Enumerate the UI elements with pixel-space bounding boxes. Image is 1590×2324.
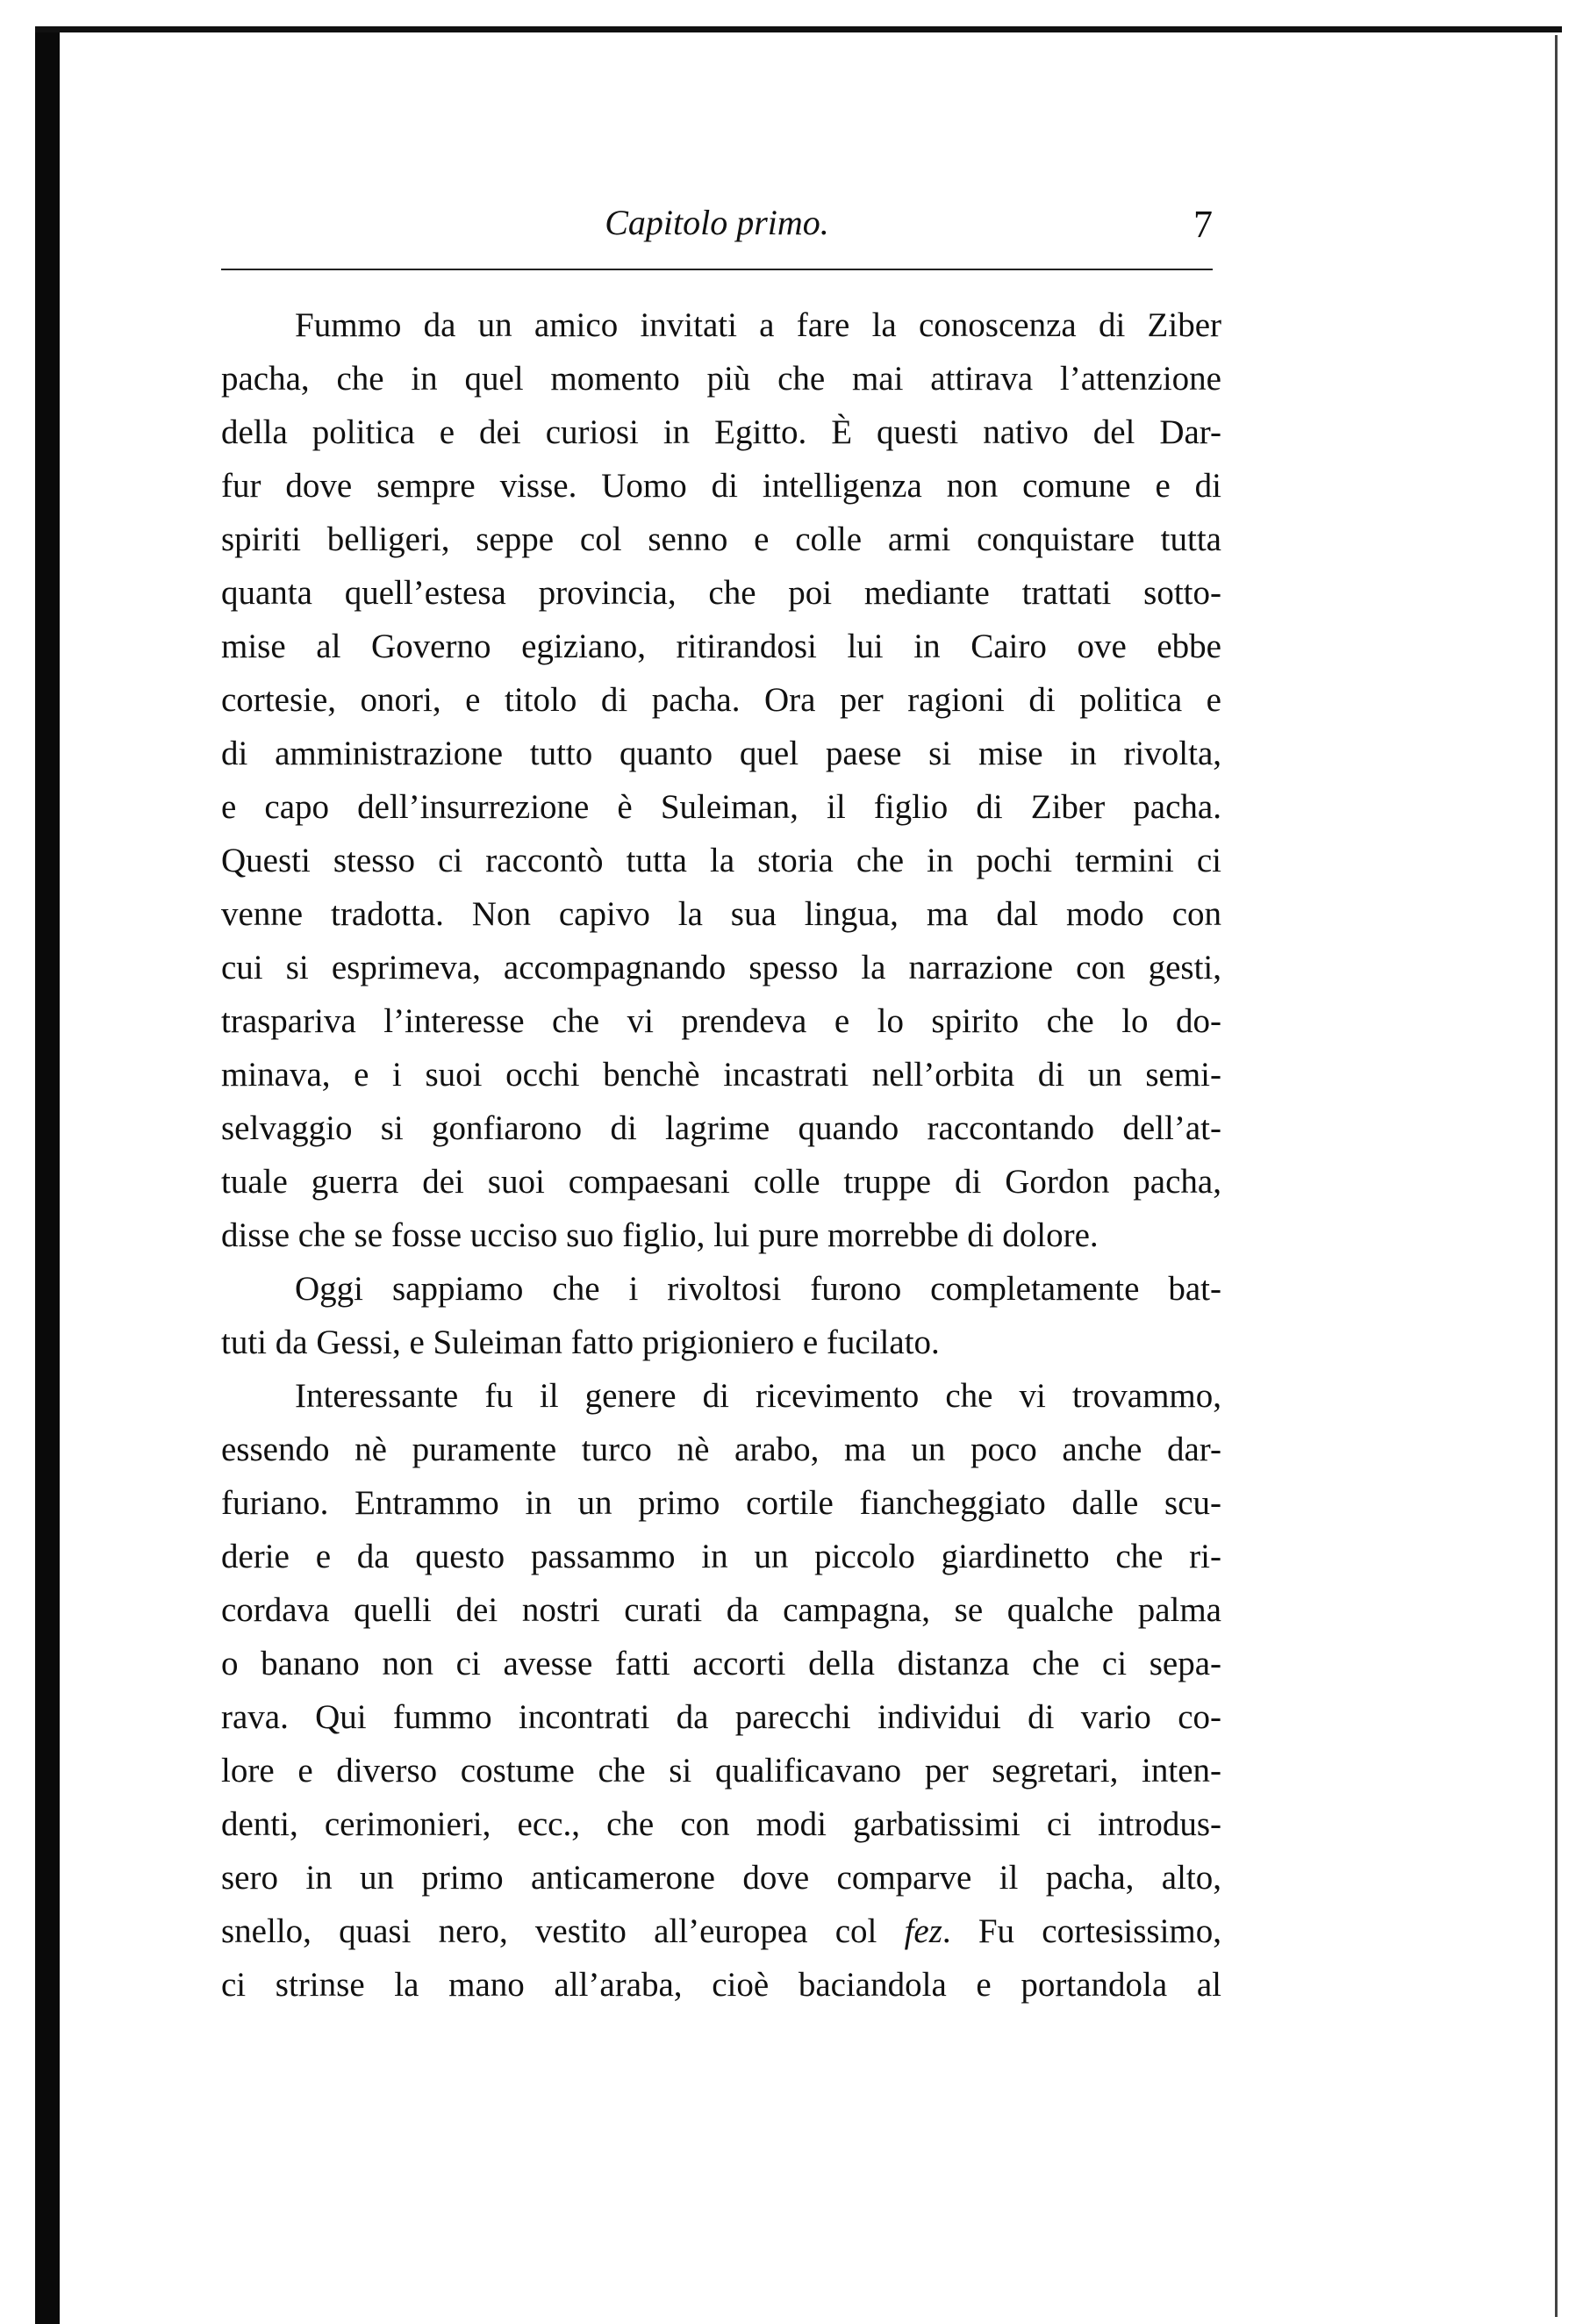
text-line: spiriti belligeri, seppe col senno e colle armi conquistare tutta: [221, 520, 1221, 558]
text-line: di amministrazione tutto quanto quel paese si mise in rivolta,: [221, 735, 1221, 772]
text-line: pacha, che in quel momento più che mai attirava l’attenzione: [221, 360, 1221, 398]
text-line: derie e da questo passammo in un piccolo giardinetto che ri-: [221, 1538, 1221, 1575]
text-line: ci strinse la mano all’araba, cioè baciandola e portandola al: [221, 1966, 1221, 2004]
text-line: e capo dell’insurrezione è Suleiman, il figlio di Ziber pacha.: [221, 788, 1221, 826]
text-line: rava. Qui fummo incontrati da parecchi individui di vario co-: [221, 1698, 1221, 1736]
text-line: quanta quell’estesa provincia, che poi mediante trattati sotto-: [221, 574, 1221, 612]
text-line: cortesie, onori, e titolo di pacha. Ora per ragioni di politica e: [221, 681, 1221, 719]
text-line: venne tradotta. Non capivo la sua lingua, ma dal modo con: [221, 895, 1221, 933]
text-line: sero in un primo anticamerone dove comparve il pacha, alto,: [221, 1859, 1221, 1897]
text-line: Fummo da un amico invitati a fare la conoscenza di Ziber: [295, 306, 1221, 344]
text-line: disse che se fosse ucciso suo figlio, lui pure morrebbe di dolore.: [221, 1216, 1099, 1254]
text-line: fur dove sempre visse. Uomo di intelligenza non comune e di: [221, 467, 1221, 505]
text-line: cui si esprimeva, accompagnando spesso la narrazione con gesti,: [221, 949, 1221, 986]
text-line: traspariva l’interesse che vi prendeva e lo spirito che lo do-: [221, 1002, 1221, 1040]
text-line: Oggi sappiamo che i rivoltosi furono completamente bat-: [295, 1270, 1221, 1308]
text-line: minava, e i suoi occhi benchè incastrati nell’orbita di un semi-: [221, 1056, 1221, 1094]
text-line: Questi stesso ci raccontò tutta la storia che in pochi termini ci: [221, 842, 1221, 879]
text-line: furiano. Entrammo in un primo cortile fiancheggiato dalle scu-: [221, 1484, 1221, 1522]
header-rule: [221, 269, 1213, 270]
text-line: Interessante fu il genere di ricevimento che vi trovammo,: [295, 1377, 1221, 1415]
text-line: selvaggio si gonfiarono di lagrime quando raccontando dell’at-: [221, 1109, 1221, 1147]
body-text: [221, 298, 1221, 2012]
scan-top-edge: [35, 26, 1562, 32]
text-line: tuale guerra dei suoi compaesani colle truppe di Gordon pacha,: [221, 1163, 1221, 1201]
page-header: [221, 202, 1213, 246]
text-line: lore e diverso costume che si qualificavano per segretari, inten-: [221, 1752, 1221, 1790]
text-line: cordava quelli dei nostri curati da campagna, se qualche palma: [221, 1591, 1221, 1629]
text-line: denti, cerimonieri, ecc., che con modi garbatissimi ci introdus-: [221, 1805, 1221, 1843]
text-line: della politica e dei curiosi in Egitto. È questi nativo del Dar-: [221, 413, 1221, 451]
page-number: 7: [1193, 203, 1213, 246]
text-line: mise al Governo egiziano, ritirandosi lui in Cairo ove ebbe: [221, 628, 1221, 665]
text-line: o banano non ci avesse fatti accorti della distanza che ci sepa-: [221, 1645, 1221, 1682]
text-line: snello, quasi nero, vestito all’europea col fez. Fu cortesissimo,: [221, 1912, 1221, 1950]
scan-right-edge: [1555, 35, 1558, 2317]
text-line: essendo nè puramente turco nè arabo, ma un poco anche dar-: [221, 1431, 1221, 1468]
scan-binding-edge: [35, 26, 60, 2324]
text-line: tuti da Gessi, e Suleiman fatto prigioniero e fucilato.: [221, 1323, 940, 1361]
running-title: Capitolo primo.: [605, 203, 829, 242]
